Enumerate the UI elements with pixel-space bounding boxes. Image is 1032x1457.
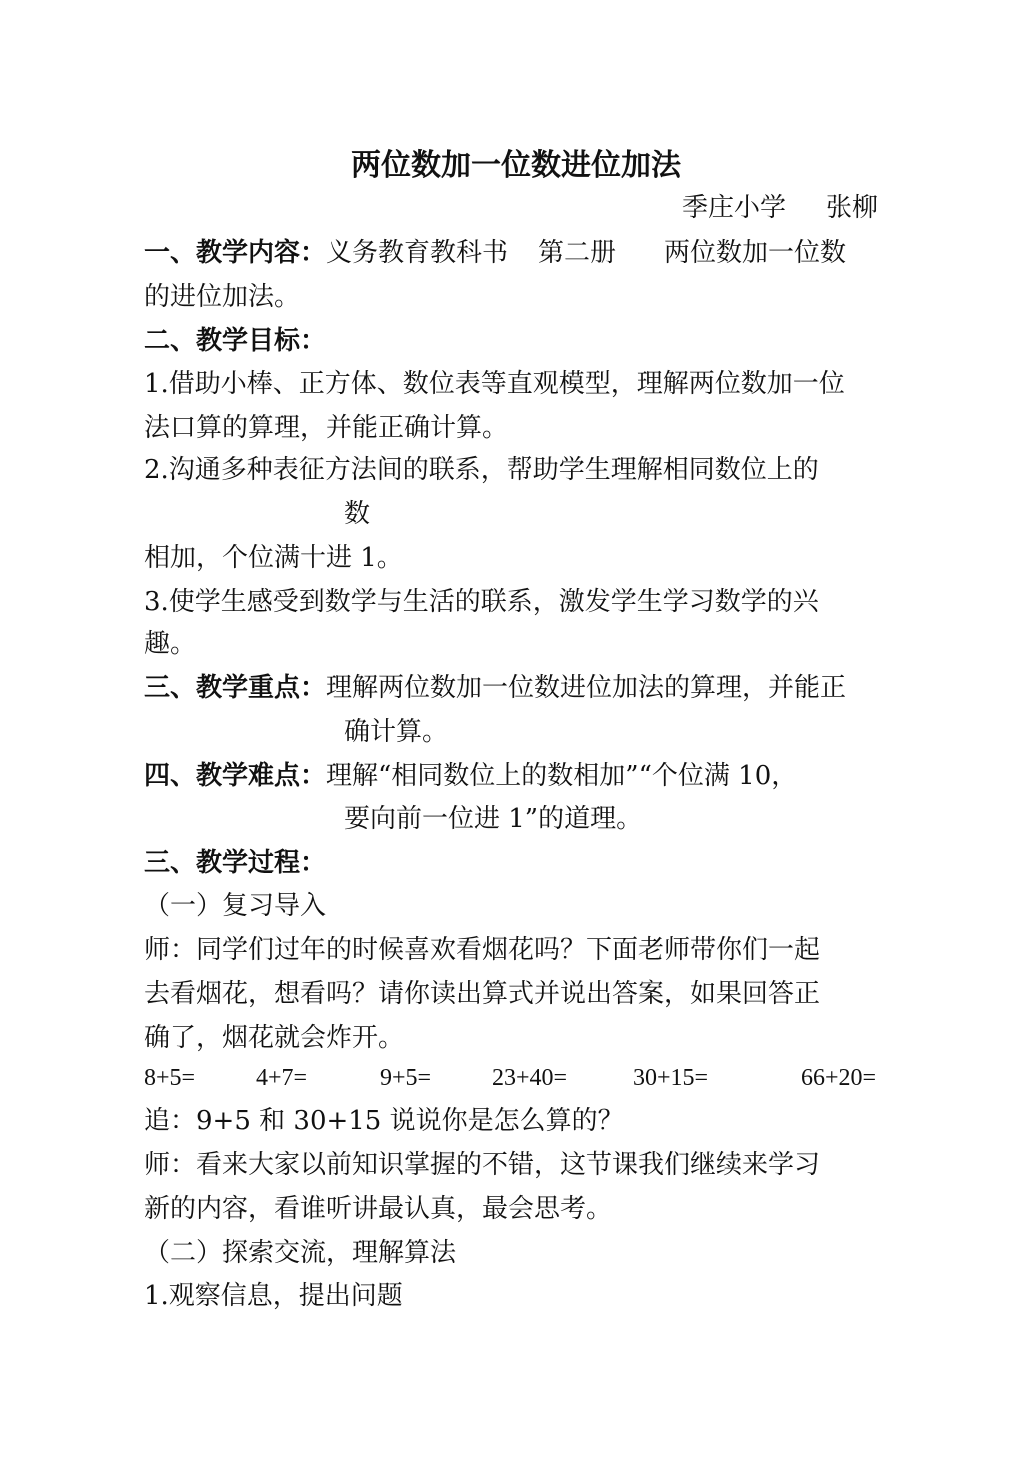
paragraph-line: 法口算的算理，并能正确计算。 bbox=[144, 413, 509, 443]
equation-row bbox=[144, 1062, 890, 1094]
paragraph-line: 确了，烟花就会炸开。 bbox=[144, 1023, 405, 1053]
paragraph-line: 3.使学生感受到数学与生活的联系，激发学生学习数学的兴 bbox=[144, 587, 819, 617]
subsection-heading: （一）复习导入 bbox=[144, 891, 327, 921]
section-text: 两位数加一位数 bbox=[664, 238, 847, 268]
paragraph-line: 数 bbox=[344, 499, 371, 529]
section-key-points bbox=[144, 671, 890, 705]
author-name: 张柳 bbox=[826, 193, 879, 223]
paragraph-line: 师：看来大家以前知识掌握的不错，这节课我们继续来学习 bbox=[144, 1150, 821, 1180]
paragraph-line: 要向前一位进 1”的道理。 bbox=[344, 804, 643, 834]
section-teaching-content bbox=[144, 236, 890, 270]
section-text: 理解两位数加一位数进位加法的算理，并能正 bbox=[326, 673, 847, 703]
equation: 66+20= bbox=[801, 1065, 877, 1091]
equation: 30+15= bbox=[633, 1065, 709, 1091]
equation: 8+5= bbox=[144, 1065, 196, 1091]
paragraph-line: 趣。 bbox=[144, 629, 197, 659]
section-label: 四、教学难点： bbox=[144, 761, 327, 791]
paragraph-line: 2.沟通多种表征方法间的联系，帮助学生理解相同数位上的 bbox=[144, 455, 819, 485]
section-text: 义务教育教科书 bbox=[326, 238, 509, 268]
paragraph-line: 去看烟花，想看吗？请你读出算式并说出答案，如果回答正 bbox=[144, 979, 821, 1009]
paragraph-line: 1.借助小棒、正方体、数位表等直观模型，理解两位数加一位 bbox=[144, 369, 845, 399]
paragraph-line: 的进位加法。 bbox=[144, 282, 301, 312]
equation: 4+7= bbox=[256, 1065, 308, 1091]
section-text: 理解“相同数位上的数相加”“个位满 10， bbox=[326, 761, 798, 791]
paragraph-line: 师：同学们过年的时候喜欢看烟花吗？下面老师带你们一起 bbox=[144, 935, 821, 965]
author-line bbox=[682, 191, 878, 225]
paragraph-line: 追：9+5 和 30+15 说说你是怎么算的？ bbox=[144, 1106, 624, 1136]
paragraph-line: 新的内容，看谁听讲最认真，最会思考。 bbox=[144, 1194, 613, 1224]
section-label: 三、教学过程： bbox=[144, 848, 327, 878]
section-text: 第二册 bbox=[538, 238, 617, 268]
section-difficulties bbox=[144, 759, 890, 793]
section-label: 二、教学目标： bbox=[144, 326, 327, 356]
section-label: 一、教学内容： bbox=[144, 238, 327, 268]
equation: 9+5= bbox=[380, 1065, 432, 1091]
paragraph-line: 相加，个位满十进 1。 bbox=[144, 543, 403, 573]
equation: 23+40= bbox=[492, 1065, 568, 1091]
paragraph-line: 1.观察信息，提出问题 bbox=[144, 1281, 403, 1311]
section-label: 三、教学重点： bbox=[144, 673, 327, 703]
subsection-heading: （二）探索交流，理解算法 bbox=[144, 1238, 457, 1268]
document-title: 两位数加一位数进位加法 bbox=[351, 148, 681, 183]
paragraph-line: 确计算。 bbox=[344, 717, 449, 747]
school-name: 季庄小学 bbox=[682, 193, 787, 223]
